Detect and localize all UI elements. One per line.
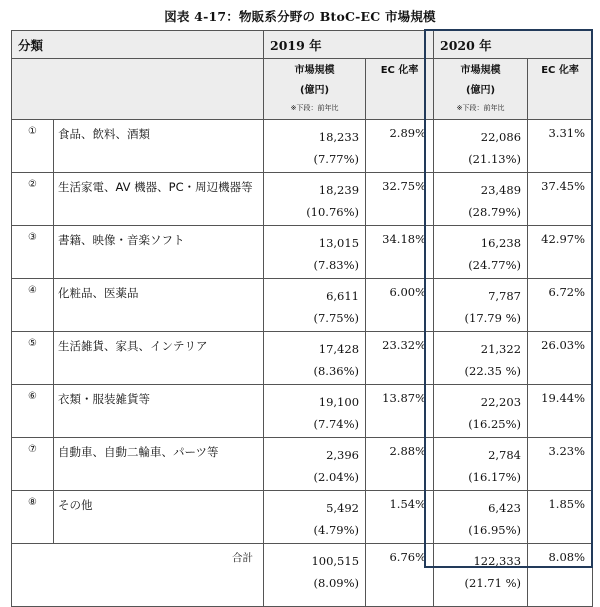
- row-category: 化粧品、医薬品: [54, 279, 264, 332]
- market-size-2019-cell: [264, 120, 366, 173]
- row-category: その他: [54, 491, 264, 544]
- growth-value: (24.77%): [468, 258, 522, 272]
- market-size-2019-cell: [264, 332, 366, 385]
- row-number: ①: [12, 120, 54, 173]
- market-size-2020-cell: [434, 279, 528, 332]
- table-row: [12, 279, 593, 332]
- ec-rate-2019-cell: 6.00%: [366, 279, 434, 332]
- table-row: [12, 438, 593, 491]
- market-size-label: 市場規模: [294, 65, 335, 76]
- table-row: [12, 173, 593, 226]
- growth-value: (4.79%): [313, 523, 360, 537]
- growth-value: (16.25%): [468, 417, 522, 431]
- total-size-value: 122,333: [473, 554, 522, 568]
- row-category: 書籍、映像・音楽ソフト: [54, 226, 264, 279]
- total-growth-value: (8.09%): [313, 576, 360, 590]
- ec-rate-2020-cell: 19.44%: [528, 385, 593, 438]
- row-category: 生活雑貨、家具、インテリア: [54, 332, 264, 385]
- growth-value: (16.17%): [468, 470, 522, 484]
- growth-value: (21.13%): [468, 152, 522, 166]
- unit-label: (億円): [465, 85, 496, 96]
- ec-rate-label: EC 化率: [541, 65, 579, 76]
- table-row: [12, 226, 593, 279]
- ec-rate-2019-cell: 34.18%: [366, 226, 434, 279]
- table-title: 図表 4-17：物販系分野の BtoC-EC 市場規模: [164, 9, 436, 24]
- market-size-2020-cell: [434, 226, 528, 279]
- ec-rate-2019-cell: 2.89%: [366, 120, 434, 173]
- total-ec-rate-2020-cell: 8.08%: [528, 544, 593, 607]
- ec-rate-2020-cell: 37.45%: [528, 173, 593, 226]
- size-value: 2,396: [326, 448, 360, 462]
- market-size-2019-cell: [264, 385, 366, 438]
- row-category: 衣類・服装雑貨等: [54, 385, 264, 438]
- ec-rate-2020-cell: 26.03%: [528, 332, 593, 385]
- ec-rate-2019-cell: 1.54%: [366, 491, 434, 544]
- size-value: 6,611: [326, 289, 360, 303]
- market-size-2020-cell: [434, 120, 528, 173]
- ec-rate-2019-cell: 32.75%: [366, 173, 434, 226]
- market-size-2020-cell: [434, 438, 528, 491]
- growth-value: (7.74%): [313, 417, 360, 431]
- ec-rate-2019-cell: 23.32%: [366, 332, 434, 385]
- size-value: 21,322: [480, 342, 522, 356]
- growth-value: (7.83%): [313, 258, 360, 272]
- size-value: 19,100: [318, 395, 360, 409]
- ec-rate-2020-cell: 3.31%: [528, 120, 593, 173]
- growth-value: (22.35 %): [464, 364, 522, 378]
- market-size-2019-cell: [264, 173, 366, 226]
- market-size-2019-header: [264, 59, 366, 120]
- growth-value: (16.95%): [468, 523, 522, 537]
- size-value: 23,489: [480, 183, 522, 197]
- ec-rate-2020-cell: 1.85%: [528, 491, 593, 544]
- ec-rate-2020-cell: 42.97%: [528, 226, 593, 279]
- size-value: 2,784: [488, 448, 522, 462]
- market-size-2020-cell: [434, 491, 528, 544]
- row-category: 自動車、自動二輪車、パーツ等: [54, 438, 264, 491]
- market-size-2020-cell: [434, 385, 528, 438]
- ec-rate-2019-header: [366, 59, 434, 120]
- growth-value: (17.79 %): [464, 311, 522, 325]
- growth-value: (28.79%): [468, 205, 522, 219]
- total-size-2019-cell: [264, 544, 366, 607]
- row-number: ⑧: [12, 491, 54, 544]
- market-size-2019-cell: [264, 491, 366, 544]
- market-size-2019-cell: [264, 279, 366, 332]
- year-2019-header: 2019 年: [264, 31, 434, 59]
- growth-value: (7.75%): [313, 311, 360, 325]
- unit-label: (億円): [299, 85, 330, 96]
- header-row-columns: [12, 59, 593, 120]
- growth-value: (8.36%): [313, 364, 360, 378]
- note-label: ※下段：前年比: [290, 104, 339, 112]
- table-row: [12, 332, 593, 385]
- header-row-years: [12, 31, 593, 59]
- size-value: 17,428: [318, 342, 360, 356]
- row-number: ③: [12, 226, 54, 279]
- total-label: 合計: [12, 544, 264, 607]
- size-value: 16,238: [480, 236, 522, 250]
- growth-value: (2.04%): [313, 470, 360, 484]
- size-value: 6,423: [488, 501, 522, 515]
- ec-rate-2020-cell: 6.72%: [528, 279, 593, 332]
- market-size-2020-cell: [434, 173, 528, 226]
- total-size-2020-cell: [434, 544, 528, 607]
- header-blank: [12, 59, 264, 120]
- market-size-label: 市場規模: [460, 65, 501, 76]
- growth-value: (7.77%): [313, 152, 360, 166]
- row-category: 食品、飲料、酒類: [54, 120, 264, 173]
- total-ec-rate-2019-cell: 6.76%: [366, 544, 434, 607]
- ec-rate-2019-cell: 13.87%: [366, 385, 434, 438]
- market-size-2019-cell: [264, 226, 366, 279]
- size-value: 5,492: [326, 501, 360, 515]
- row-number: ②: [12, 173, 54, 226]
- category-header: 分類: [12, 31, 264, 59]
- year-2020-header: 2020 年: [434, 31, 593, 59]
- ec-rate-2020-header: [528, 59, 593, 120]
- market-size-2020-cell: [434, 332, 528, 385]
- growth-value: (10.76%): [306, 205, 360, 219]
- size-value: 22,203: [480, 395, 522, 409]
- ec-rate-label: EC 化率: [380, 65, 419, 76]
- total-size-value: 100,515: [311, 554, 360, 568]
- ec-market-table: [11, 30, 593, 607]
- row-number: ⑥: [12, 385, 54, 438]
- total-growth-value: (21.71 %): [464, 576, 522, 590]
- table-row: [12, 491, 593, 544]
- size-value: 22,086: [480, 130, 522, 144]
- market-size-2019-cell: [264, 438, 366, 491]
- row-number: ④: [12, 279, 54, 332]
- size-value: 13,015: [318, 236, 360, 250]
- row-number: ⑤: [12, 332, 54, 385]
- ec-rate-2020-cell: 3.23%: [528, 438, 593, 491]
- size-value: 7,787: [488, 289, 522, 303]
- note-label: ※下段：前年比: [456, 104, 505, 112]
- total-row: [12, 544, 593, 607]
- market-size-2020-header: [434, 59, 528, 120]
- ec-rate-2019-cell: 2.88%: [366, 438, 434, 491]
- row-number: ⑦: [12, 438, 54, 491]
- table-row: [12, 120, 593, 173]
- size-value: 18,233: [318, 130, 360, 144]
- table-row: [12, 385, 593, 438]
- size-value: 18,239: [318, 183, 360, 197]
- row-category: 生活家電、AV 機器、PC・周辺機器等: [54, 173, 264, 226]
